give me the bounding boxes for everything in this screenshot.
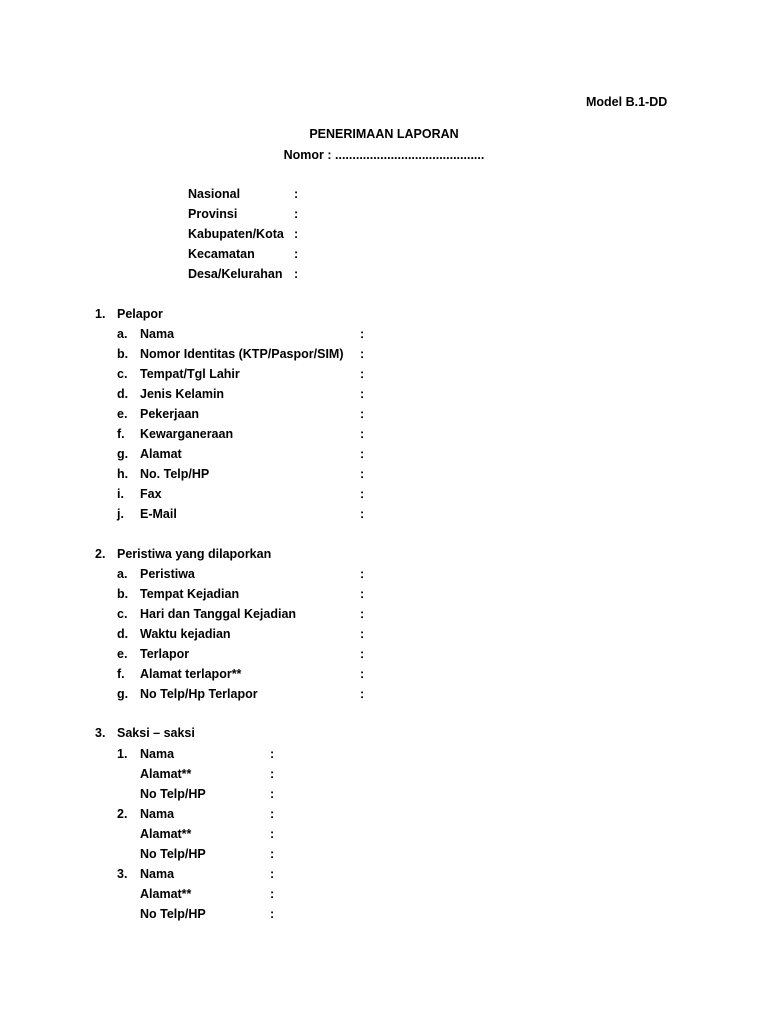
item-label: Tempat/Tgl Lahir (140, 367, 240, 381)
section-number: 3. (95, 726, 106, 740)
witness-field-label: Alamat** (140, 767, 192, 781)
item-colon: : (360, 387, 365, 401)
item-colon: : (360, 627, 365, 641)
item-letter: g. (117, 447, 129, 461)
item-letter: a. (117, 567, 128, 581)
witness-field-colon: : (270, 787, 275, 801)
item-letter: h. (117, 467, 129, 481)
witness-field-label: Nama (140, 747, 175, 761)
item-colon: : (360, 587, 365, 601)
item-label: Fax (140, 487, 162, 501)
item-colon: : (360, 367, 365, 381)
item-label: Kewarganeraan (140, 427, 234, 441)
witness-field-colon: : (270, 767, 275, 781)
witness-number: 3. (117, 867, 128, 881)
item-colon: : (360, 607, 365, 621)
item-colon: : (360, 487, 365, 501)
item-colon: : (360, 667, 365, 681)
region-colon: : (294, 267, 299, 281)
item-letter: j. (117, 507, 124, 521)
item-colon: : (360, 327, 365, 341)
item-colon: : (360, 407, 365, 421)
item-letter: b. (117, 587, 129, 601)
item-label: Nomor Identitas (KTP/Paspor/SIM) (140, 347, 344, 361)
section-title: Saksi – saksi (117, 726, 195, 740)
item-label: Jenis Kelamin (140, 387, 225, 401)
item-letter: e. (117, 647, 128, 661)
witness-field-colon: : (270, 807, 275, 821)
witness-field-label: No Telp/HP (140, 847, 206, 861)
item-colon: : (360, 447, 365, 461)
item-colon: : (360, 467, 365, 481)
witness-field-colon: : (270, 847, 275, 861)
item-letter: f. (117, 427, 125, 441)
model-code: Model B.1-DD (586, 95, 668, 109)
section-title: Peristiwa yang dilaporkan (117, 547, 272, 561)
item-label: Terlapor (140, 647, 190, 661)
item-colon: : (360, 647, 365, 661)
item-letter: a. (117, 327, 128, 341)
report-number: Nomor : ........................................... (283, 148, 485, 162)
item-colon: : (360, 347, 365, 361)
item-colon: : (360, 427, 365, 441)
item-letter: d. (117, 627, 129, 641)
witness-field-label: Nama (140, 867, 175, 881)
item-letter: c. (117, 607, 128, 621)
region-colon: : (294, 187, 299, 201)
item-colon: : (360, 507, 365, 521)
document-title: PENERIMAAN LAPORAN (309, 127, 459, 141)
item-label: Alamat terlapor** (140, 667, 242, 681)
witness-field-label: Nama (140, 807, 175, 821)
item-label: Hari dan Tanggal Kejadian (140, 607, 297, 621)
witness-field-label: No Telp/HP (140, 907, 206, 921)
item-label: Tempat Kejadian (140, 587, 240, 601)
region-label: Nasional (188, 187, 241, 201)
item-colon: : (360, 687, 365, 701)
region-label: Kecamatan (188, 247, 255, 261)
item-letter: d. (117, 387, 129, 401)
item-letter: f. (117, 667, 125, 681)
witness-field-colon: : (270, 747, 275, 761)
item-label: Pekerjaan (140, 407, 200, 421)
witness-number: 1. (117, 747, 128, 761)
region-label: Provinsi (188, 207, 238, 221)
section-number: 1. (95, 307, 106, 321)
witness-field-colon: : (270, 867, 275, 881)
item-label: No Telp/Hp Terlapor (140, 687, 258, 701)
witness-number: 2. (117, 807, 128, 821)
region-label: Kabupaten/Kota (188, 227, 284, 241)
item-letter: e. (117, 407, 128, 421)
item-label: Alamat (140, 447, 182, 461)
item-letter: b. (117, 347, 129, 361)
item-colon: : (360, 567, 365, 581)
witness-field-colon: : (270, 887, 275, 901)
item-label: Waktu kejadian (140, 627, 231, 641)
witness-field-label: No Telp/HP (140, 787, 206, 801)
item-label: Peristiwa (140, 567, 195, 581)
region-colon: : (294, 227, 299, 241)
region-colon: : (294, 207, 299, 221)
witness-field-colon: : (270, 827, 275, 841)
item-label: No. Telp/HP (140, 467, 210, 481)
region-label: Desa/Kelurahan (188, 267, 283, 281)
witness-field-label: Alamat** (140, 827, 192, 841)
item-label: Nama (140, 327, 175, 341)
section-number: 2. (95, 547, 106, 561)
item-letter: g. (117, 687, 129, 701)
item-letter: i. (117, 487, 124, 501)
witness-field-colon: : (270, 907, 275, 921)
witness-field-label: Alamat** (140, 887, 192, 901)
item-letter: c. (117, 367, 128, 381)
section-title: Pelapor (117, 307, 163, 321)
region-colon: : (294, 247, 299, 261)
item-label: E-Mail (140, 507, 177, 521)
